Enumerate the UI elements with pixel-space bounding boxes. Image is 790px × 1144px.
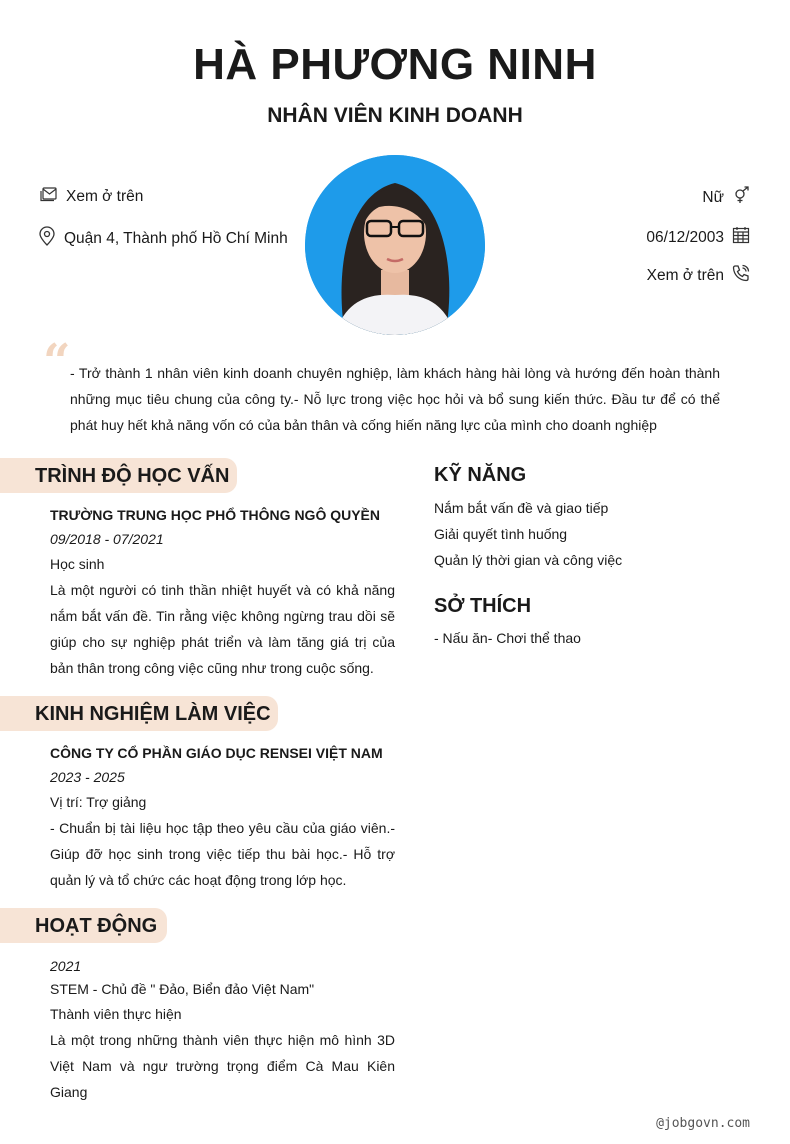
company-name: CÔNG TY CỔ PHẦN GIÁO DỤC RENSEI VIỆT NAM <box>50 745 383 761</box>
birthday-value: 06/12/2003 <box>646 228 724 246</box>
experience-description: - Chuẩn bị tài liệu học tập theo yêu cầu của giáo viên.- Giúp đỡ học sinh trong việc tiếp thu bài học.- Hỗ trợ quản lý và tổ chức các hoạt động trong lớp học. <box>50 820 395 888</box>
email-icon <box>40 186 58 207</box>
experience-heading: KINH NGHIỆM LÀM VIỆC <box>0 696 278 731</box>
hobbies-text: - Nấu ăn- Chơi thể thao <box>434 630 581 646</box>
experience-period: 2023 - 2025 <box>50 769 125 785</box>
location-pin-icon <box>38 226 56 251</box>
career-objective: - Trở thành 1 nhân viên kinh doanh chuyên nghiệp, làm khách hàng hài lòng và hướng đến hoàn thành những mục tiêu chung của công ty.- Nỗ lực trong việc học hỏi và bổ sung kiến thức. Đầu tư để có thể phát huy hết khả năng vốn có của bản thân và cống hiến năng lực của mình cho doanh nghiệp <box>70 365 720 433</box>
calendar-icon <box>732 226 750 249</box>
contact-address <box>38 226 288 251</box>
skill-item: Quản lý thời gian và công việc <box>434 552 623 568</box>
email-value: Xem ở trên <box>66 187 144 205</box>
address-value: Quận 4, Thành phố Hồ Chí Minh <box>64 229 288 247</box>
school-name: TRƯỜNG TRUNG HỌC PHỔ THÔNG NGÔ QUYỀN <box>50 507 381 523</box>
skill-item: Giải quyết tình huống <box>434 526 568 542</box>
contact-phone <box>647 264 750 287</box>
experience-position: Vị trí: Trợ giảng <box>50 794 147 810</box>
activity-name: STEM - Chủ đề " Đảo, Biển đảo Việt Nam" <box>50 981 315 997</box>
phone-value: Xem ở trên <box>646 266 724 284</box>
phone-icon <box>732 264 750 287</box>
activities-heading: HOẠT ĐỘNG <box>0 908 167 943</box>
profile-photo <box>305 155 485 335</box>
education-period: 09/2018 - 07/2021 <box>50 531 164 547</box>
education-role: Học sinh <box>50 556 105 572</box>
education-description: Là một người có tinh thần nhiệt huyết và có khả năng nắm bắt vấn đề. Tin rằng việc không ngừng trau dồi sẽ giúp cho sự nghiệp phát triển và làm tăng giá trị của bản thân trong công việc cũng như trong cuộc sống. <box>50 582 395 676</box>
activity-description: Là một trong những thành viên thực hiện mô hình 3D Việt Nam và ngư trường trọng điểm Cà Mau Kiên Giang <box>50 1032 395 1100</box>
contact-gender <box>702 186 750 209</box>
gender-value: Nữ <box>702 188 724 206</box>
hobbies-heading: SỞ THÍCH <box>434 595 532 617</box>
activity-period: 2021 <box>50 958 82 974</box>
skills-heading: KỸ NĂNG <box>434 464 527 486</box>
quote-icon: “ <box>43 334 71 390</box>
candidate-name: HÀ PHƯƠNG NINH <box>193 40 597 89</box>
contact-birthday <box>646 226 750 249</box>
activity-role: Thành viên thực hiện <box>50 1006 182 1022</box>
contact-email <box>40 186 143 207</box>
job-title: NHÂN VIÊN KINH DOANH <box>267 104 523 127</box>
skill-item: Nắm bắt vấn đề và giao tiếp <box>434 500 609 516</box>
education-heading: TRÌNH ĐỘ HỌC VẤN <box>0 458 237 493</box>
watermark: @jobgovn.com <box>656 1116 750 1131</box>
gender-icon <box>732 186 750 209</box>
